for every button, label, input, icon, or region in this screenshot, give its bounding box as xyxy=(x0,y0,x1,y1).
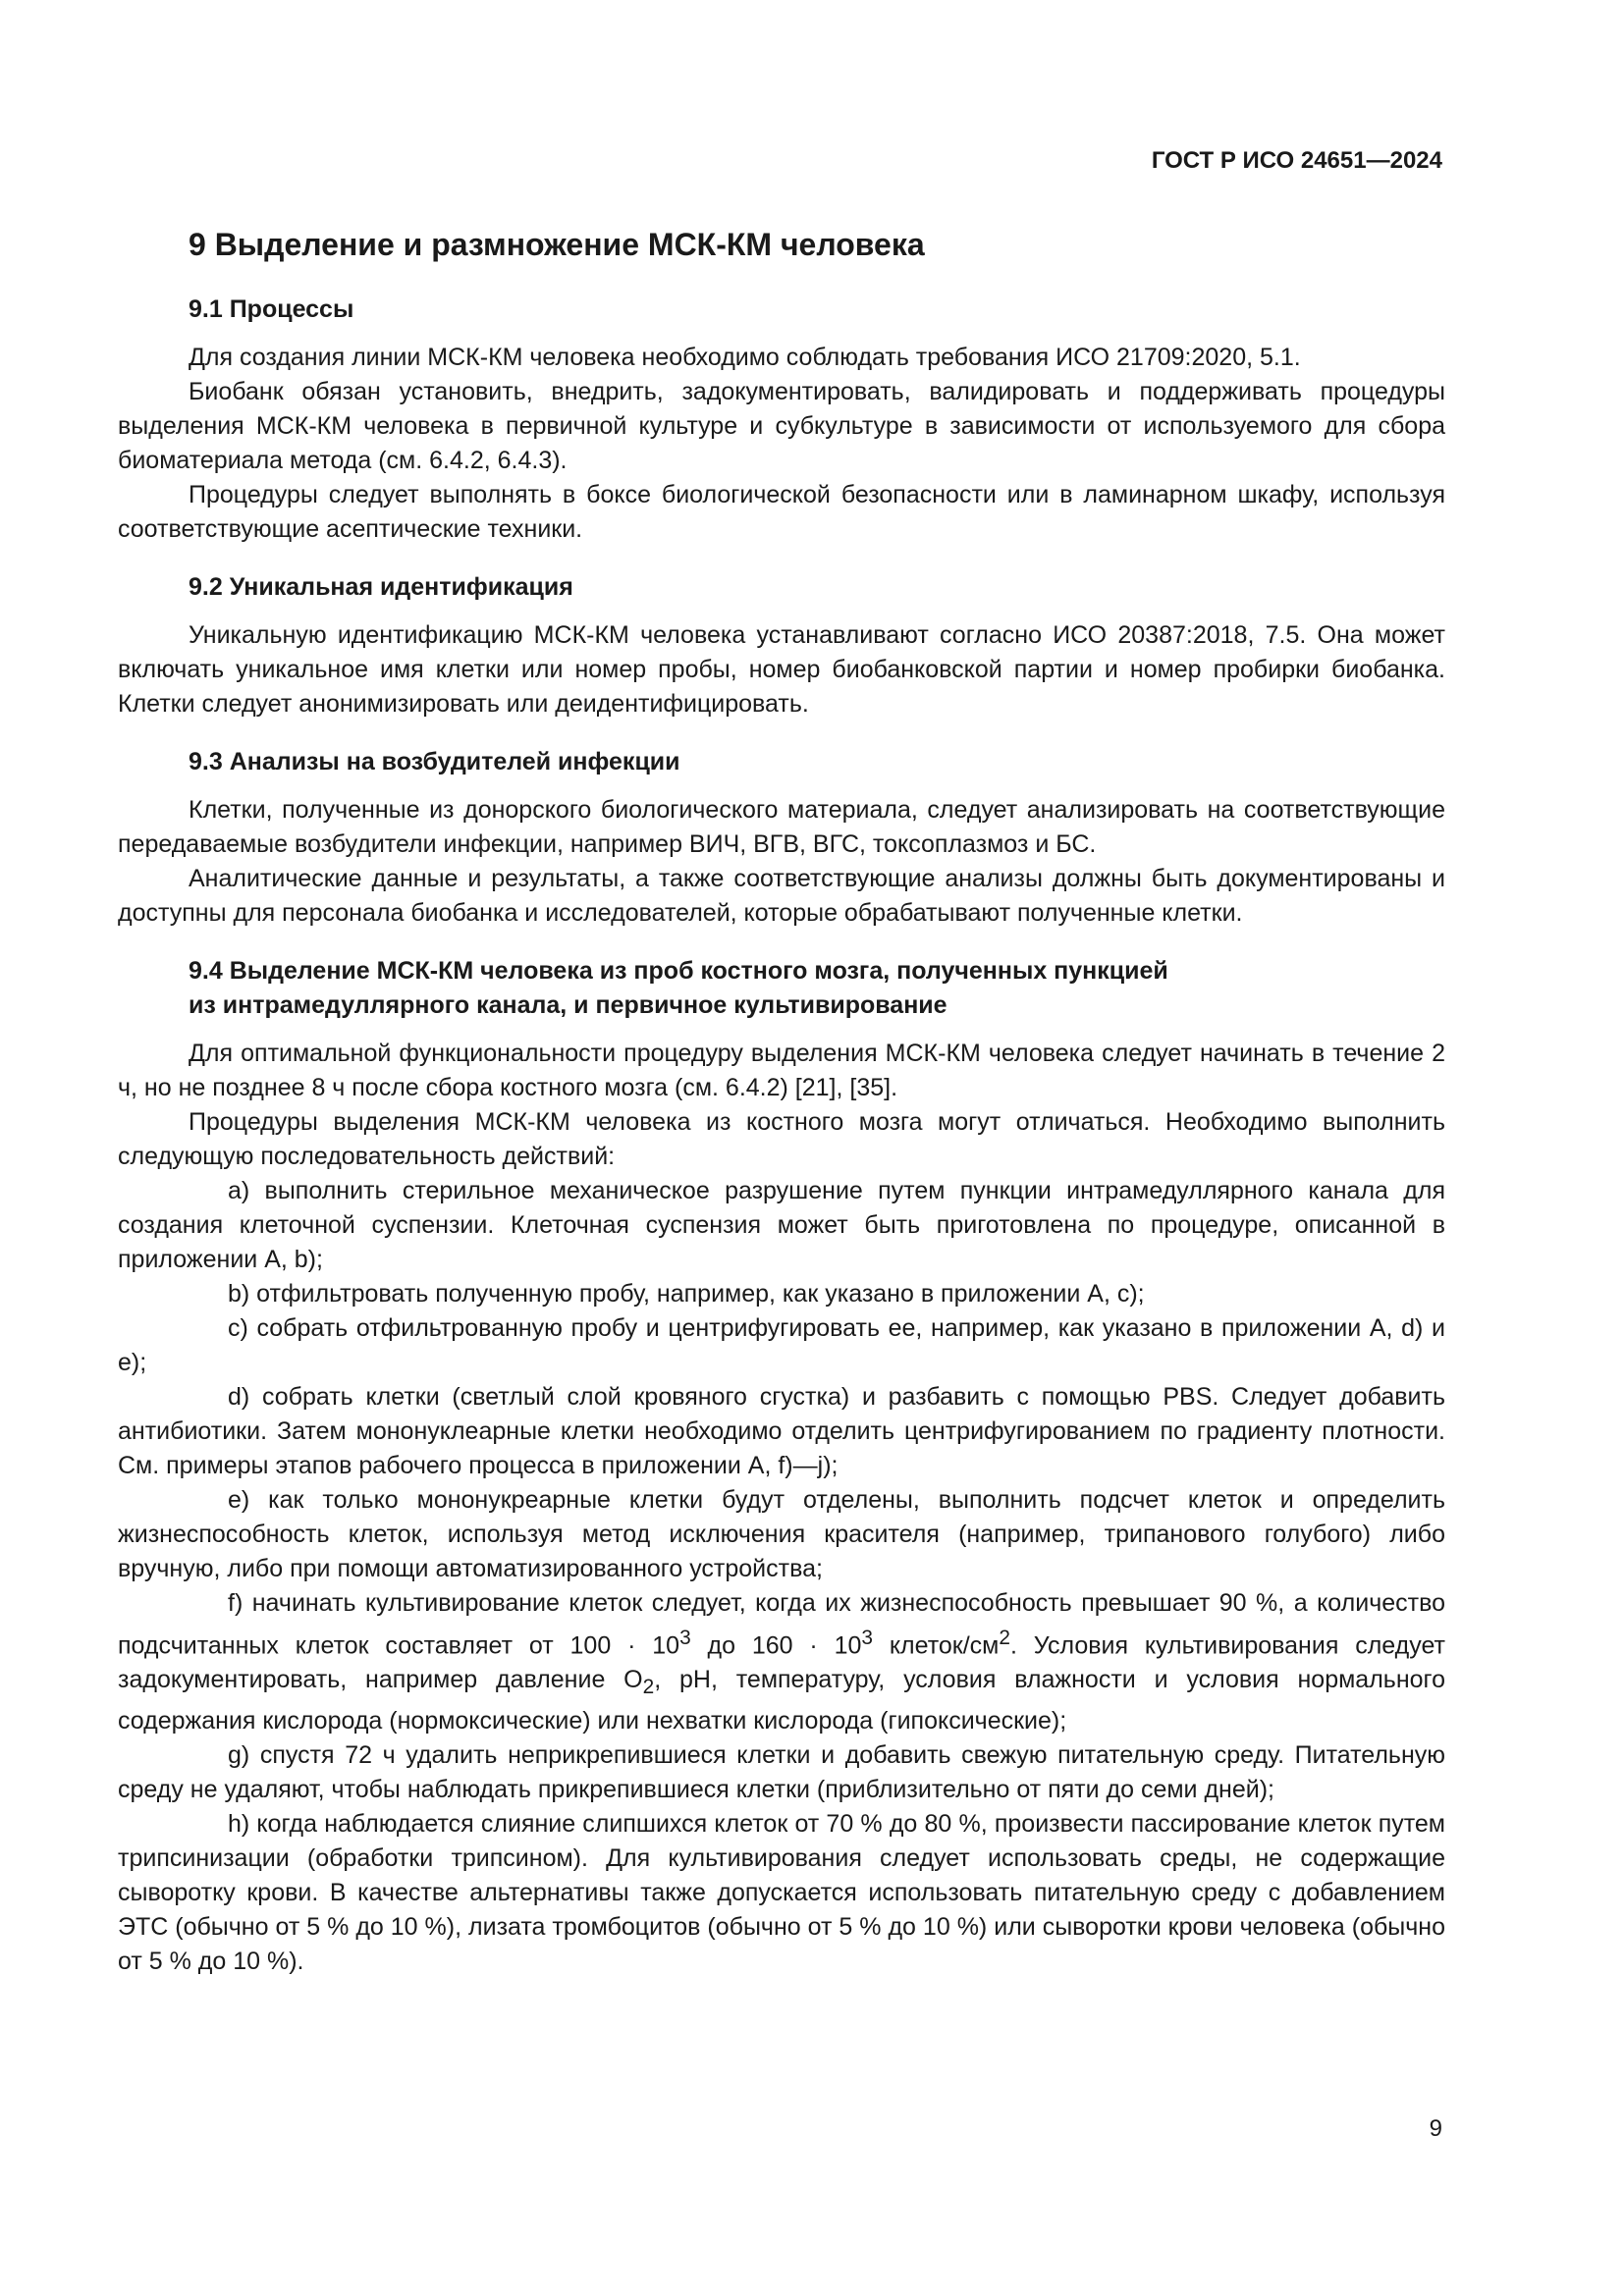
page-number: 9 xyxy=(1429,2115,1442,2142)
paragraph: Аналитические данные и результаты, а также соответствующие анализы должны быть документированы и доступны для персонала биобанка и исследователей, которые обрабатывают полученные клетки. xyxy=(118,865,1445,927)
list-item-e: e) как только мононукреарные клетки будут отделены, выполнить подсчет клеток и определить жизнеспособность клеток, используя метод исключения красителя (например, трипанового голубого) либо вручную, либо при помощи автоматизированного устройства; xyxy=(118,1486,1445,1582)
paragraph: Уникальную идентификацию МСК-КМ человека устанавливают согласно ИСО 20387:2018, 7.5. Она может включать уникальное имя клетки или номер пробы, номер биобанковской партии и номер пробирки биобанка. Клетки следует анонимизировать или деидентифицировать. xyxy=(118,621,1445,718)
list-item-a: a) выполнить стерильное механическое разрушение путем пункции интрамедуллярного канала для создания клеточной суспензии. Клеточная суспензия может быть приготовлена по процедуре, описанной в приложении А, b); xyxy=(118,1177,1445,1273)
text-run: . Условия культивирования следует задокументировать, например давление O xyxy=(118,1631,1445,1694)
list-item-f xyxy=(118,1586,1445,1738)
paragraph: Процедуры выделения МСК-КМ человека из костного мозга могут отличаться. Необходимо выполнить следующую последовательность действий: xyxy=(118,1108,1445,1170)
text-run: до 160 · 10 xyxy=(690,1631,862,1660)
paragraph: Для создания линии МСК-КМ человека необходимо соблюдать требования ИСО 21709:2020, 5.1. xyxy=(189,344,1301,371)
superscript: 2 xyxy=(999,1627,1010,1649)
paragraph: Процедуры следует выполнять в боксе биологической безопасности или в ламинарном шкафу, используя соответствующие асептические техники. xyxy=(118,481,1445,543)
text-run: f) начинать культивирование клеток следует, когда их жизнеспособность превышает 90 %, а количество подсчитанных клеток составляет от 100 · 10 xyxy=(118,1589,1445,1660)
subscript: 2 xyxy=(642,1676,655,1699)
subsection-heading-9-1: 9.1 Процессы xyxy=(189,295,354,323)
paragraph: Биобанк обязан установить, внедрить, задокументировать, валидировать и поддерживать процедуры выделения МСК-КМ человека в первичной культуре и субкультуре в зависимости от используемого для сбора биоматериала метода (см. 6.4.2, 6.4.3). xyxy=(118,378,1445,474)
list-item-g: g) спустя 72 ч удалить неприкрепившиеся клетки и добавить свежую питательную среду. Питательную среду не удаляют, чтобы наблюдать прикрепившиеся клетки (приблизительно от пяти до семи дней); xyxy=(118,1741,1445,1804)
section-title: 9 Выделение и размножение МСК-КМ человека xyxy=(189,227,925,262)
text-run: , pH, температуру, условия влажности и условия нормального содержания кислорода (нормоксические) или нехватки кислорода (гипоксические); xyxy=(118,1666,1446,1735)
subsection-heading-9-3: 9.3 Анализы на возбудителей инфекции xyxy=(189,748,680,775)
paragraph: Для оптимальной функциональности процедуру выделения МСК-КМ человека следует начинать в течение 2 ч, но не позднее 8 ч после сбора костного мозга (см. 6.4.2) [21], [35]. xyxy=(118,1040,1445,1101)
heading-line: 9.4 Выделение МСК-КМ человека из проб костного мозга, полученных пункцией xyxy=(189,957,1168,985)
document-header-id: ГОСТ Р ИСО 24651—2024 xyxy=(1151,147,1442,174)
list-item-h: h) когда наблюдается слияние слипшихся клеток от 70 % до 80 %, произвести пассирование клеток путем трипсинизации (обработки трипсином). Для культивирования следует использовать среды, не содержащие сыворотку крови. В качестве альтернативы также допускается использовать питательную среду с добавлением ЭТС (обычно от 5 % до 10 %), лизата тромбоцитов (обычно от 5 % до 10 %) или сыворотки крови человека (обычно от 5 % до 10 %). xyxy=(118,1810,1445,1976)
paragraph: Клетки, полученные из донорского биологического материала, следует анализировать на соответствующие передаваемые возбудители инфекции, например ВИЧ, ВГВ, ВГС, токсоплазмоз и БС. xyxy=(118,796,1445,858)
superscript: 3 xyxy=(861,1627,873,1649)
heading-line: из интрамедуллярного канала, и первичное культивирование xyxy=(189,991,947,1019)
list-item-b: b) отфильтровать полученную пробу, например, как указано в приложении А, c); xyxy=(228,1280,1145,1308)
superscript: 3 xyxy=(679,1627,691,1649)
subsection-heading-9-2: 9.2 Уникальная идентификация xyxy=(189,573,573,601)
page-content xyxy=(118,224,1445,1979)
list-item-c: c) собрать отфильтрованную пробу и центрифугировать ее, например, как указано в приложении А, d) и e); xyxy=(118,1314,1445,1376)
list-item-d: d) собрать клетки (светлый слой кровяного сгустка) и разбавить с помощью PBS. Следует добавить антибиотики. Затем мононуклеарные клетки необходимо отделить центрифугированием по градиенту плотности. См. примеры этапов рабочего процесса в приложении А, f)—j); xyxy=(118,1383,1445,1479)
text-run: клеток/см xyxy=(872,1631,1000,1660)
subsection-heading-9-4 xyxy=(189,954,1445,1023)
